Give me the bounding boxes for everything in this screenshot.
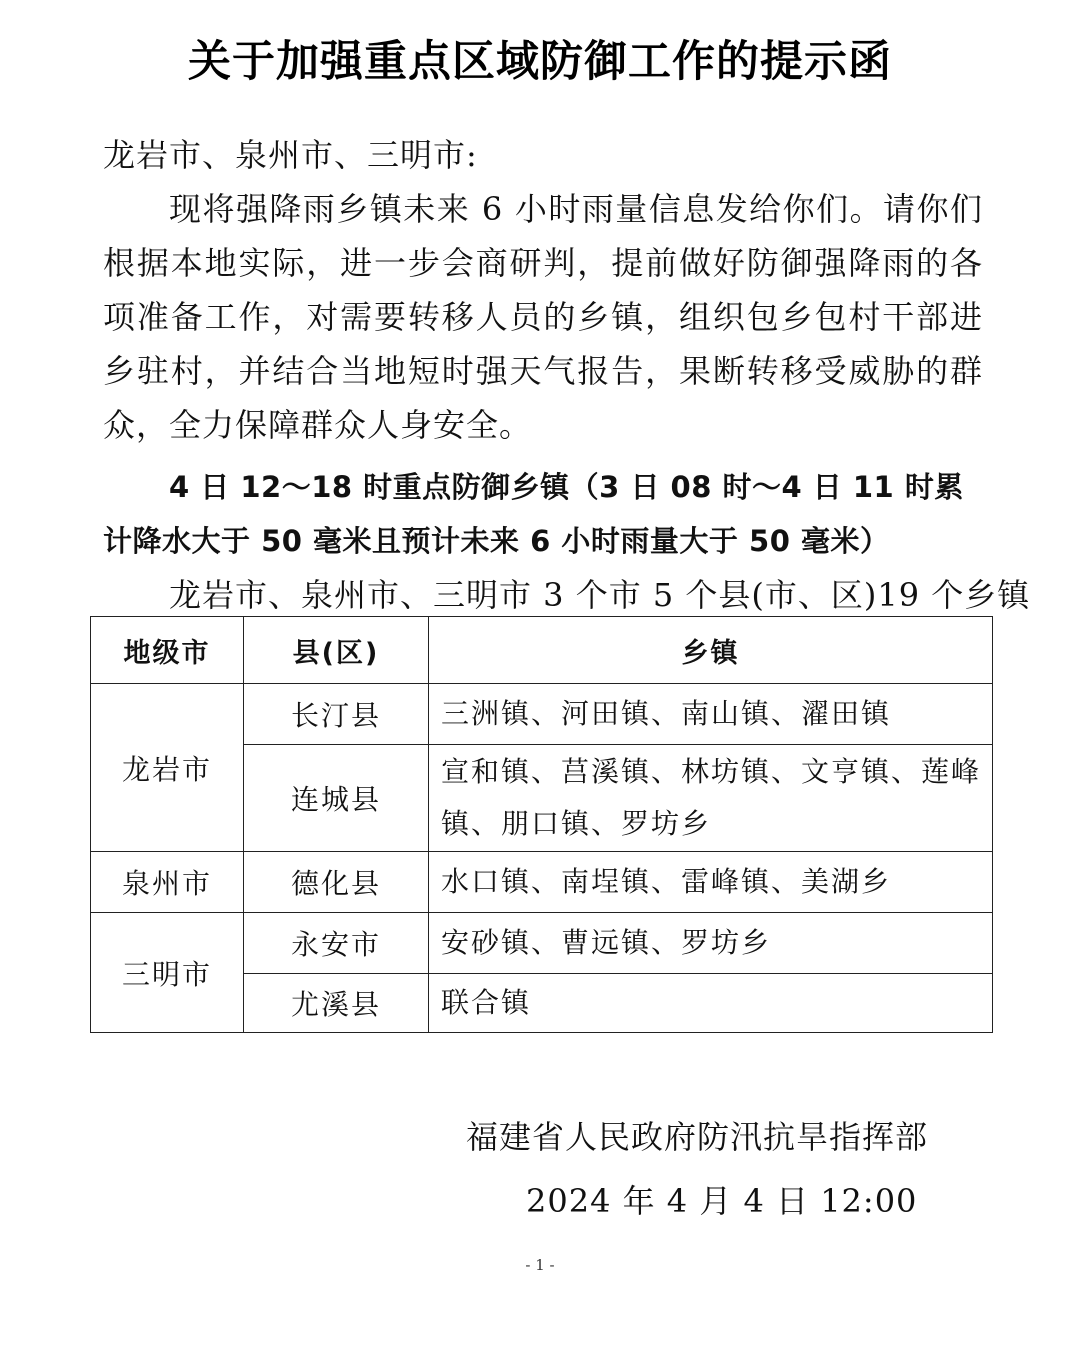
salutation: 龙岩市、泉州市、三明市: <box>103 136 478 174</box>
city-cell: 泉州市 <box>91 852 244 913</box>
towns-table <box>90 616 993 1033</box>
county-cell: 尤溪县 <box>244 974 429 1033</box>
table-row <box>91 684 993 745</box>
key-defense-heading: 4 日 12～18 时重点防御乡镇（3 日 08 时～4 日 11 时累计降水大于 50 毫米且预计未来 6 小时雨量大于 50 毫米） <box>103 470 964 558</box>
towns-cell: 水口镇、南埕镇、雷峰镇、美湖乡 <box>429 852 993 913</box>
county-cell: 长汀县 <box>244 684 429 745</box>
towns-cell: 三洲镇、河田镇、南山镇、濯田镇 <box>429 684 993 745</box>
towns-cell: 宣和镇、莒溪镇、林坊镇、文亨镇、莲峰镇、朋口镇、罗坊乡 <box>429 745 993 852</box>
county-cell: 德化县 <box>244 852 429 913</box>
notice-paragraph: 现将强降雨乡镇未来 6 小时雨量信息发给你们。请你们根据本地实际，进一步会商研判，提前做好防御强降雨的各项准备工作，对需要转移人员的乡镇，组织包乡包村干部进乡驻村，并结合当地短时强天气报告，果断转移受威胁的群众，全力保障群众人身安全。 <box>103 190 983 444</box>
county-cell: 连城县 <box>244 745 429 852</box>
city-cell: 龙岩市 <box>91 684 244 852</box>
document-title: 关于加强重点区域防御工作的提示函 <box>188 37 892 87</box>
table-row <box>91 913 993 974</box>
towns-cell: 安砂镇、曹远镇、罗坊乡 <box>429 913 993 974</box>
county-cell: 永安市 <box>244 913 429 974</box>
issue-date: 2024 年 4 月 4 日 12:00 <box>526 1182 918 1220</box>
header-county: 县(区) <box>244 617 429 684</box>
table-header-row <box>91 617 993 684</box>
summary-line: 龙岩市、泉州市、三明市 3 个市 5 个县(市、区)19 个乡镇 <box>169 576 1031 614</box>
header-city: 地级市 <box>91 617 244 684</box>
table-row <box>91 852 993 913</box>
header-towns: 乡镇 <box>429 617 993 684</box>
city-cell: 三明市 <box>91 913 244 1033</box>
page-number: - 1 - <box>525 1256 555 1274</box>
towns-cell: 联合镇 <box>429 974 993 1033</box>
issuer-signature: 福建省人民政府防汛抗旱指挥部 <box>466 1118 929 1156</box>
